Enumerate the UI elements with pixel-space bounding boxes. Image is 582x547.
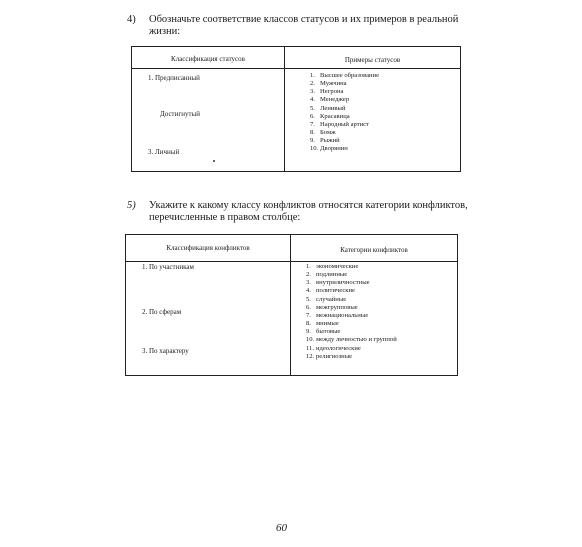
status-table-header-divider bbox=[132, 68, 460, 69]
page-number: 60 bbox=[276, 522, 287, 534]
list-item: 2. Мужчина bbox=[310, 80, 347, 88]
list-item: 9. бытовые bbox=[306, 328, 341, 336]
conflict-categories-list bbox=[306, 263, 397, 361]
conflict-class-participants: 1. По участникам bbox=[142, 263, 194, 271]
conflict-table bbox=[125, 234, 458, 376]
list-item: 3. Негрoна bbox=[310, 88, 344, 96]
list-item: 1. экономические bbox=[306, 263, 359, 270]
list-item: 4. Менеджер bbox=[310, 96, 350, 104]
task-4-text: Обозначьте соответствие классов статусов и их примеров в реальной жизни: bbox=[149, 14, 459, 37]
list-item: 7. межнациональные bbox=[306, 311, 369, 319]
list-item: 10. между личностью и группой bbox=[306, 336, 397, 344]
list-item: 8. мнимые bbox=[306, 320, 339, 328]
status-table-header-classes: Классификация статусов bbox=[171, 55, 245, 63]
conflict-table-header-divider bbox=[126, 261, 457, 262]
status-class-achieved: Достигнутый bbox=[160, 110, 200, 118]
task-5-number: 5) bbox=[127, 200, 136, 211]
list-item: 4. политические bbox=[306, 287, 355, 295]
scan-speck bbox=[213, 160, 215, 162]
list-item: 8. Бомж bbox=[310, 129, 336, 137]
list-item: 11. идеологические bbox=[306, 344, 361, 352]
list-item: 9. Рыжий bbox=[310, 137, 340, 145]
task-5-text: Укажите к какому классу конфликтов относятся категории конфликтов, перечисленные в правом столбце: bbox=[149, 200, 468, 223]
status-table bbox=[131, 46, 461, 172]
list-item: 3. внутриличностные bbox=[306, 279, 370, 287]
list-item: 5. случайные bbox=[306, 295, 347, 303]
list-item: 12. религиозные bbox=[306, 352, 353, 360]
list-item: 7. Народный артист bbox=[310, 120, 369, 128]
list-item: 2. подлинные bbox=[306, 271, 348, 279]
conflict-class-spheres: 2. По сферам bbox=[142, 308, 182, 316]
list-item: 5. Ленивый bbox=[310, 104, 346, 112]
conflict-table-column-divider bbox=[290, 235, 291, 375]
list-item: 10. Дворянин bbox=[310, 145, 348, 153]
status-table-column-divider bbox=[284, 47, 285, 171]
conflict-table-header-categories: Категории конфликтов bbox=[340, 246, 408, 254]
list-item: 6. Красавица bbox=[310, 112, 350, 120]
list-item: 6. межгрупповые bbox=[306, 303, 358, 311]
task-4-number: 4) bbox=[127, 14, 136, 25]
list-item: 1. Высшее образование bbox=[310, 72, 380, 79]
status-examples-list bbox=[310, 72, 379, 154]
conflict-table-header-classes: Классификация конфликтов bbox=[166, 244, 250, 252]
conflict-class-character: 3. По характеру bbox=[142, 347, 189, 355]
status-table-header-examples: Примеры статусов bbox=[344, 56, 401, 64]
status-class-ascribed: 1. Предписанный bbox=[148, 74, 200, 82]
status-class-personal: 3. Личный bbox=[148, 148, 180, 156]
